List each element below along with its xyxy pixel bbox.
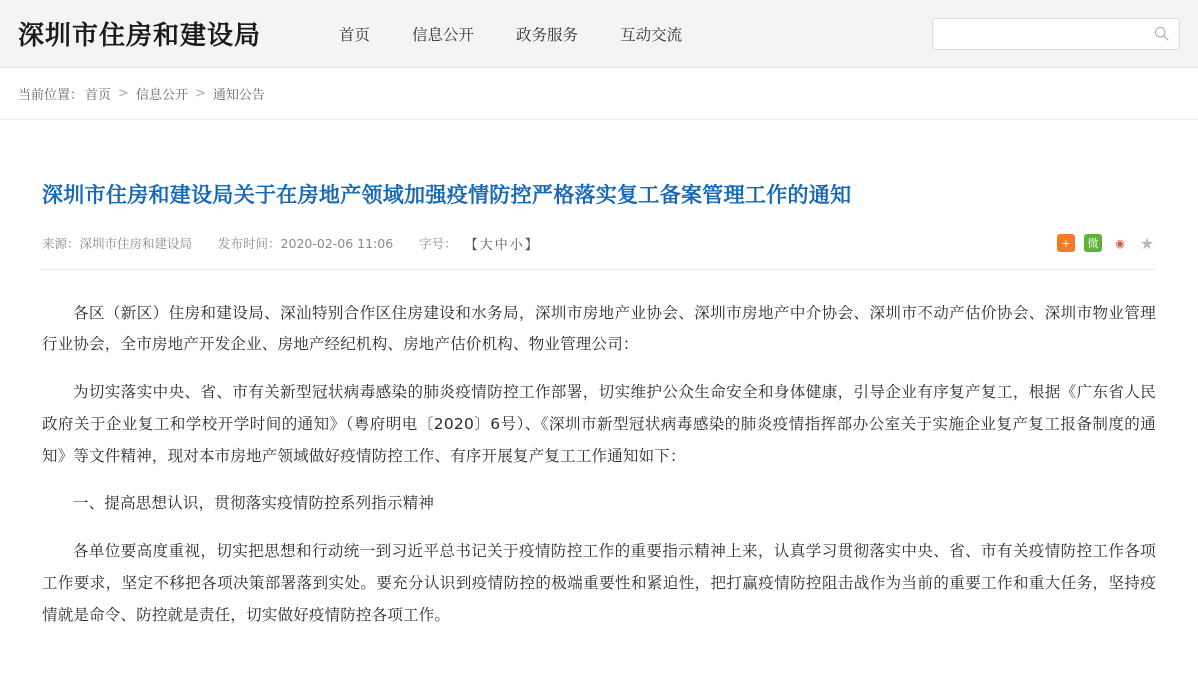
nav-item-home[interactable]: 首页 [339,25,371,44]
site-logo: 深圳市住房和建设局 [18,21,262,51]
fontsize-small-button[interactable]: 小 [509,237,525,253]
breadcrumb-item-info-disclosure[interactable]: 信息公开 [135,88,188,103]
article-source-label: 来源： [42,236,80,251]
article-publish-value: 2020-02-06 11:06 [280,236,394,251]
favorite-star-icon[interactable]: ★ [1139,233,1155,253]
weibo-icon[interactable]: ◉ [1111,234,1129,252]
search-input[interactable] [941,25,1151,42]
nav-item-info-disclosure[interactable]: 信息公开 [412,25,475,44]
fontsize-large-button[interactable]: 大 [479,237,495,253]
search-icon[interactable] [1151,24,1171,44]
breadcrumb-label: 当前位置： [18,88,84,103]
article-source-value: 深圳市住房和建设局 [79,236,193,251]
search-box[interactable] [932,18,1180,50]
site-header [0,0,1198,68]
article-publish-label: 发布时间： [218,236,281,251]
breadcrumb-item-home[interactable]: 首页 [85,88,112,103]
nav-item-interaction[interactable]: 互动交流 [620,25,683,44]
nav-item-government-services[interactable]: 政务服务 [516,25,579,44]
breadcrumb-separator: > [194,86,206,101]
breadcrumb-item-announcements[interactable]: 通知公告 [212,88,265,103]
fontsize-label: 字号： [419,236,457,251]
article [0,180,1198,631]
article-source [42,234,192,252]
article-meta [42,234,1156,269]
page-title: 深圳市住房和建设局关于在房地产领域加强疫情防控严格落实复工备案管理工作的通知 [42,183,852,207]
share-group [1057,234,1156,252]
wechat-icon[interactable]: 微 [1084,234,1102,252]
fontsize-bracket-close: 】 [524,237,540,253]
article-paragraph: 为切实落实中央、省、市有关新型冠状病毒感染的肺炎疫情防控工作部署，切实维护公众生命安全和身体健康，引导企业有序复产复工，根据《广东省人民政府关于企业复工和学校开学时间的通知》（粤府明电〔2020〕6号）、《深圳市新型冠状病毒感染的肺炎疫情指挥部办公室关于实施企业复产复工报备制度的通知》等文件精神，现对本市房地产领域做好疫情防控工作、有序开展复产复工工作通知如下： [42,383,1156,465]
fontsize-bracket-open: 【 [464,237,480,253]
article-body [42,298,1156,632]
fontsize-medium-button[interactable]: 中 [494,237,510,253]
share-plus-icon[interactable]: + [1057,234,1075,252]
article-publish-time [218,234,393,252]
article-paragraph: 一、提高思想认识，贯彻落实疫情防控系列指示精神 [73,494,435,513]
meta-divider [42,269,1156,270]
breadcrumb [0,68,1198,120]
main-nav [339,23,682,45]
fontsize-switcher [465,234,540,253]
article-paragraph: 各区（新区）住房和建设局、深汕特别合作区住房建设和水务局，深圳市房地产业协会、深圳市房地产中介协会、深圳市不动产估价协会、深圳市物业管理行业协会，全市房地产开发企业、房地产经纪机构、房地产估价机构、物业管理公司： [42,303,1156,354]
breadcrumb-separator: > [118,86,129,101]
article-paragraph: 各单位要高度重视，切实把思想和行动统一到习近平总书记关于疫情防控工作的重要指示精神上来，认真学习贯彻落实中央、省、市有关疫情防控工作各项工作要求，坚定不移把各项决策部署落到实处。要充分认识到疫情防控的极端重要性和紧迫性，把打赢疫情防控阻击战作为当前的重要工作和重大任务，坚持疫情就是命令、防控就是责任，切实做好疫情防控各项工作。 [42,542,1156,624]
